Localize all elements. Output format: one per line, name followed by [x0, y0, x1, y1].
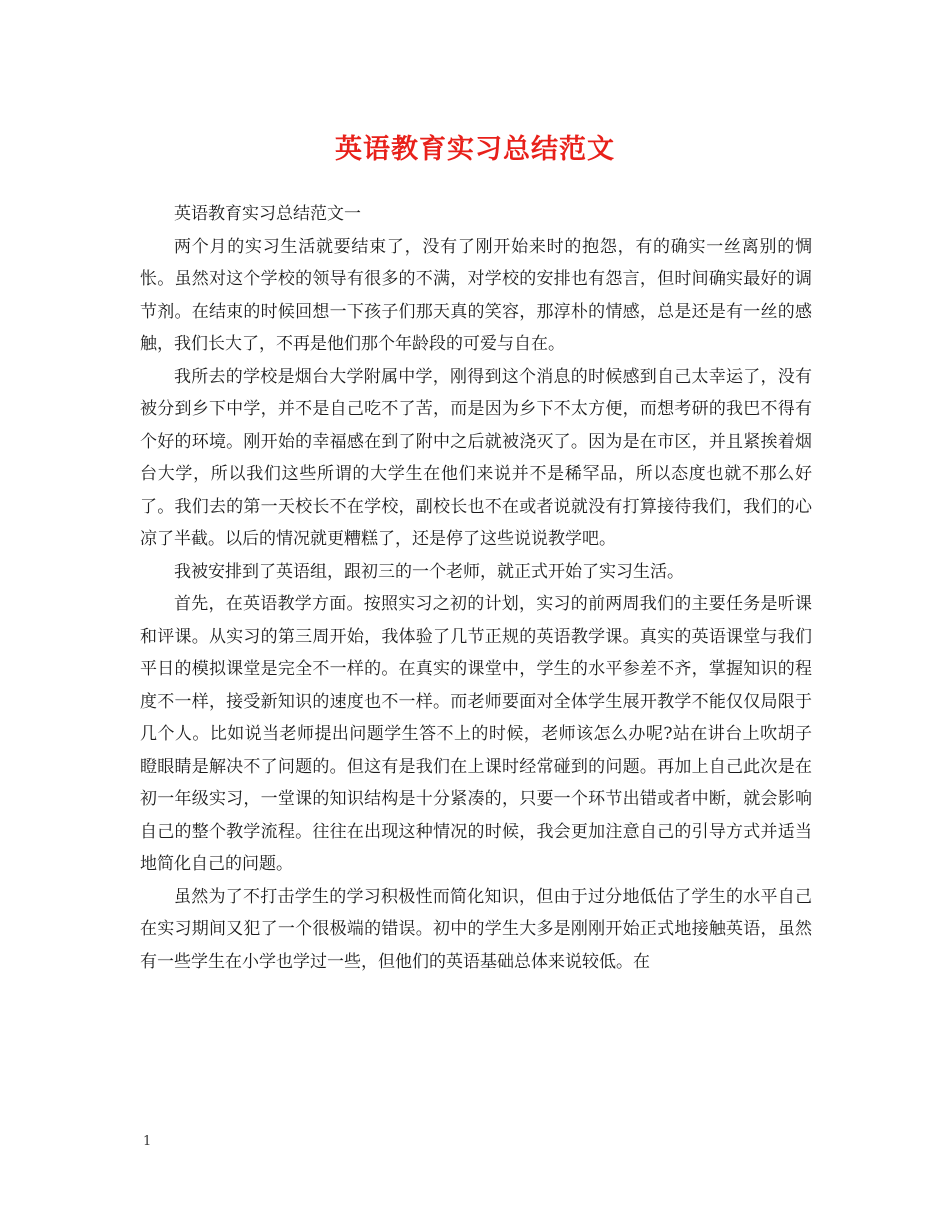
page-number: 1 — [143, 1134, 152, 1149]
document-body — [140, 198, 812, 978]
paragraph: 我所去的学校是烟台大学附属中学，刚得到这个消息的时候感到自己太幸运了，没有被分到乡下中学，并不是自己吃不了苦，而是因为乡下不太方便，而想考研的我巴不得有个好的环境。刚开始的幸福感在到了附中之后就被浇灭了。因为是在市区，并且紧挨着烟台大学，所以我们这些所谓的大学生在他们来说并不是稀罕品，所以态度也就不那么好了。我们去的第一天校长不在学校，副校长也不在或者说就没有打算接待我们，我们的心凉了半截。以后的情况就更糟糕了，还是停了这些说说教学吧。 — [140, 366, 812, 549]
page-title: 英语教育实习总结范文 — [335, 134, 615, 165]
paragraph: 两个月的实习生活就要结束了，没有了刚开始来时的抱怨，有的确实一丝离别的惆怅。虽然对这个学校的领导有很多的不满，对学校的安排也有怨言，但时间确实最好的调节剂。在结束的时候回想一下孩子们那天真的笑容，那淳朴的情感，总是还是有一丝的感触，我们长大了，不再是他们那个年龄段的可爱与自在。 — [140, 236, 812, 354]
section-heading: 英语教育实习总结范文一 — [174, 204, 361, 224]
paragraph: 首先，在英语教学方面。按照实习之初的计划，实习的前两周我们的主要任务是听课和评课。从实习的第三周开始，我体验了几节正规的英语教学课。真实的英语课堂与我们平日的模拟课堂是完全不一样的。在真实的课堂中，学生的水平参差不齐，掌握知识的程度不一样，接受新知识的速度也不一样。而老师要面对全体学生展开教学不能仅仅局限于几个人。比如说当老师提出问题学生答不上的时候，老师该怎么办呢?站在讲台上吹胡子瞪眼睛是解决不了问题的。但这有是我们在上课时经常碰到的问题。再加上自己此次是在初一年级实习，一堂课的知识结构是十分紧凑的，只要一个环节出错或者中断，就会影响自己的整个教学流程。往往在出现这种情况的时候，我会更加注意自己的引导方式并适当地简化自己的问题。 — [140, 594, 812, 874]
paragraph: 我被安排到了英语组，跟初三的一个老师，就正式开始了实习生活。 — [174, 561, 684, 582]
paragraph: 虽然为了不打击学生的学习积极性而简化知识，但由于过分地低估了学生的水平自己在实习期间又犯了一个很极端的错误。初中的学生大多是刚刚开始正式地接触英语，虽然有一些学生在小学也学过一些，但他们的英语基础总体来说较低。在 — [140, 886, 812, 972]
